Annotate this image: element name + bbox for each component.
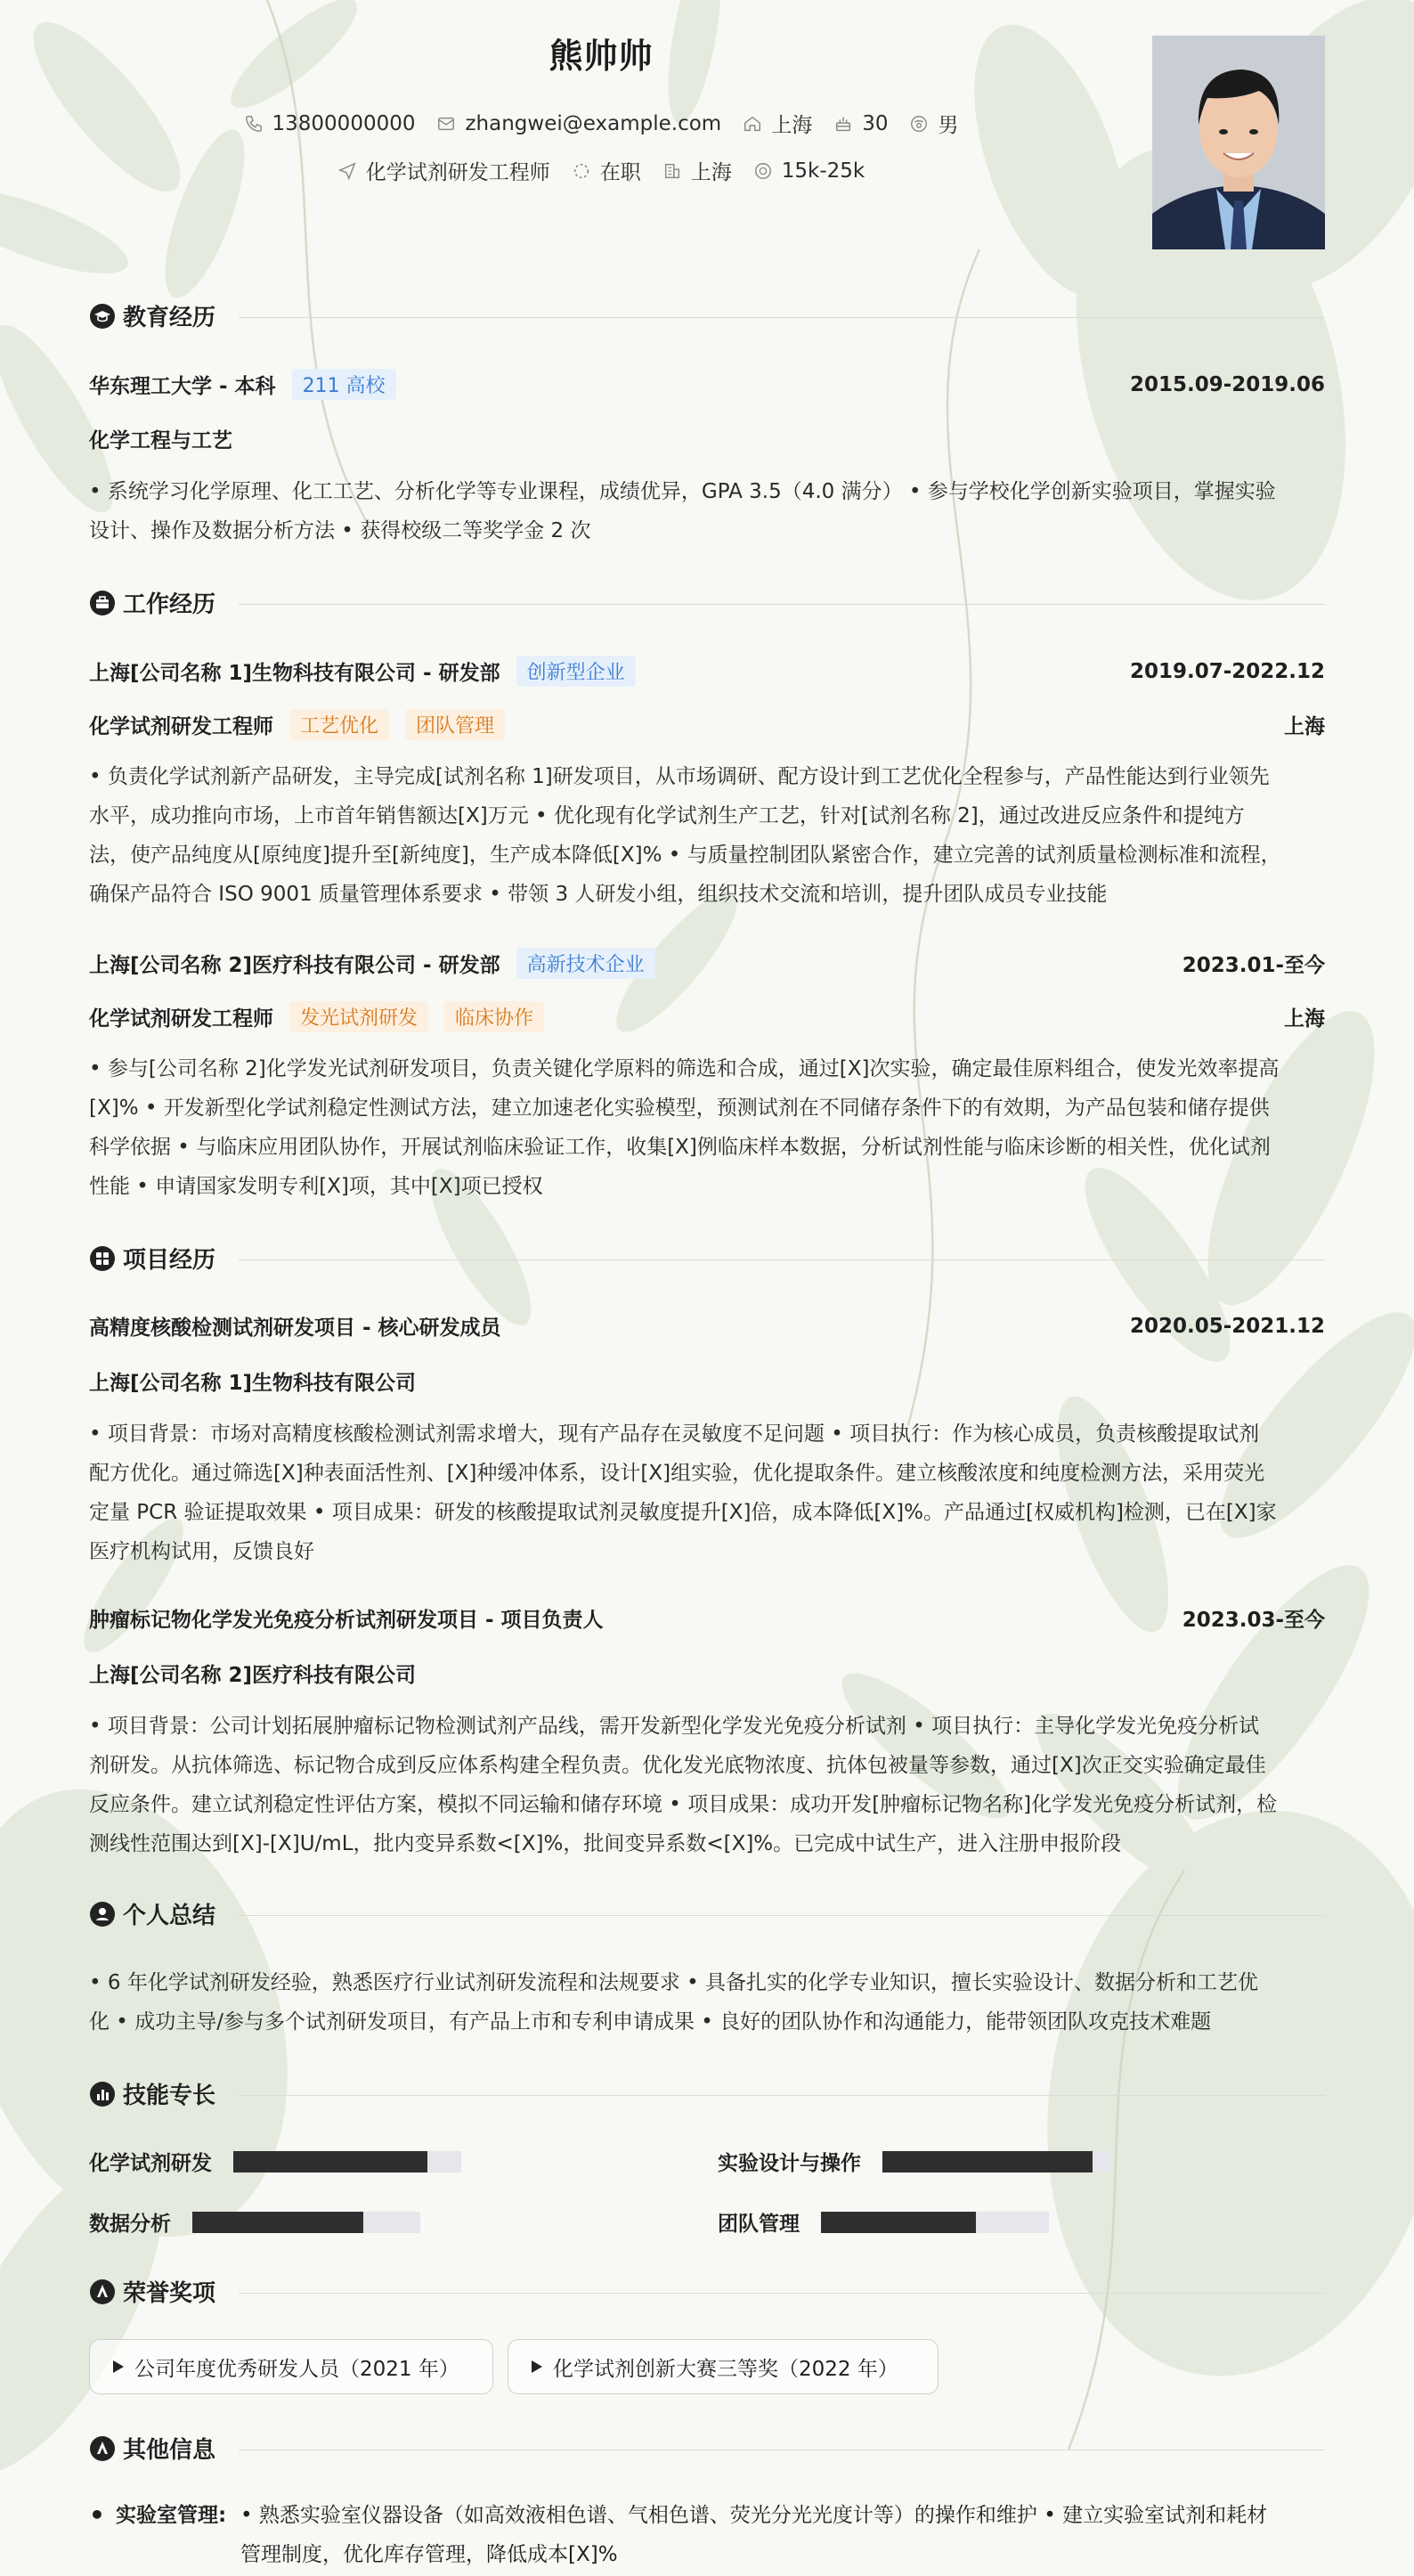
home-icon (743, 114, 762, 134)
skill-3-name: 数据分析 (89, 2213, 171, 2236)
section-honors-title: 荣誉奖项 (123, 2280, 216, 2307)
contact-row (0, 109, 1202, 138)
location-item (743, 109, 812, 138)
work-2-role-row (89, 1001, 1325, 1032)
work-1-tag-2: 团队管理 (405, 709, 505, 740)
section-honors (89, 2275, 215, 2308)
age-item (833, 112, 888, 135)
school-tag: 211 高校 (292, 369, 396, 400)
email-item (436, 112, 721, 135)
skill-1-name: 化学试剂研发 (89, 2152, 212, 2175)
school-name: 华东理工大学 - 本科 (89, 375, 276, 398)
education-header (89, 369, 1325, 400)
work-2-header (89, 948, 1325, 979)
work-2-role: 化学试剂研发工程师 (89, 1007, 273, 1031)
triangle-right-icon (113, 2360, 124, 2373)
section-divider (239, 1915, 1325, 1916)
location-text: 上海 (771, 114, 813, 137)
skill-4-bar (821, 2212, 1049, 2233)
paper-plane-icon (337, 161, 357, 181)
honor-1 (89, 2339, 493, 2394)
position-item (337, 156, 550, 185)
gender-text: 男 (938, 114, 959, 137)
phone-text: 13800000000 (272, 111, 416, 135)
section-other-title: 其他信息 (123, 2437, 216, 2464)
city-text: 上海 (690, 161, 732, 184)
gender-item (909, 109, 958, 138)
skill-4 (718, 2207, 1049, 2237)
skill-3-bar (192, 2212, 420, 2233)
work-1-city: 上海 (1284, 715, 1325, 738)
project-2-company-row (89, 1659, 1325, 1688)
project-2-company: 上海[公司名称 2]医疗科技有限公司 (89, 1664, 417, 1687)
section-skills-title: 技能专长 (123, 2083, 216, 2109)
status-text: 在职 (599, 161, 641, 184)
work-2-company-tag: 高新技术企业 (516, 948, 655, 979)
project-2-header (89, 1603, 1325, 1633)
major-name: 化学工程与工艺 (89, 429, 232, 452)
skill-1-bar (233, 2151, 461, 2172)
coin-icon (753, 161, 773, 181)
education-description: • 系统学习化学原理、化工工艺、分析化学等专业课程，成绩优异，GPA 3.5（4.0 满分） • 参与学校化学创新实验项目，掌握实验 设计、操作及数据分析方法 • 获得校级二等奖学金 2 次 (89, 480, 1276, 542)
honor-1-text: 公司年度优秀研发人员（2021 年） (134, 2357, 459, 2381)
avatar-portrait (1152, 36, 1325, 249)
skill-3 (89, 2207, 420, 2237)
section-summary (89, 1897, 215, 1930)
work-2-tag-2: 临床协作 (444, 1001, 544, 1032)
grid-icon (89, 1245, 116, 1272)
work-1-company: 上海[公司名称 1]生物科技有限公司 - 研发部 (89, 662, 500, 685)
section-summary-title: 个人总结 (123, 1903, 216, 1929)
briefcase-icon (89, 590, 116, 616)
project-1-company-row (89, 1366, 1325, 1396)
work-2-date: 2023.01-至今 (1182, 954, 1325, 977)
email-text: zhangwei@example.com (465, 111, 722, 135)
skill-4-bar-fill (821, 2212, 976, 2233)
skill-2-bar (882, 2151, 1110, 2172)
section-divider (239, 317, 1325, 318)
award-icon (89, 2278, 116, 2305)
status-item (572, 156, 641, 185)
work-1-header (89, 656, 1325, 687)
age-text: 30 (862, 111, 889, 135)
project-2-date: 2023.03-至今 (1182, 1609, 1325, 1632)
project-1-title: 高精度核酸检测试剂研发项目 - 核心研发成员 (89, 1317, 501, 1340)
skill-2-bar-fill (882, 2151, 1093, 2172)
bullet-icon: • (89, 2500, 105, 2530)
work-1-role-row (89, 709, 1325, 740)
work-1-date: 2019.07-2022.12 (1129, 659, 1325, 683)
work-1-company-tag: 创新型企业 (516, 656, 636, 687)
project-2-title: 肿瘤标记物化学发光免疫分析试剂研发项目 - 项目负责人 (89, 1609, 604, 1632)
section-divider (239, 604, 1325, 605)
bar-chart-icon (89, 2081, 116, 2107)
skill-1-bar-fill (233, 2151, 427, 2172)
section-work (89, 586, 215, 619)
other-key: 实验室管理: (116, 2504, 227, 2527)
profile-photo (1152, 36, 1325, 249)
building-icon (662, 161, 682, 181)
section-divider (239, 2293, 1325, 2294)
honor-2-text: 化学试剂创新大赛三等奖（2022 年） (553, 2357, 898, 2381)
section-projects (89, 1242, 215, 1275)
other-value: • 熟悉实验室仪器设备（如高效液相色谱、气相色谱、荧光分光光度计等）的操作和维护 • 建立实验室试剂和耗材 管理制度，优化库存管理，降低成本[X]% (240, 2504, 1268, 2566)
section-education-title: 教育经历 (123, 305, 216, 331)
work-2-description: • 参与[公司名称 2]化学发光试剂研发项目，负责关键化学原料的筛选和合成，通过[X]次实验，确定最佳原料组合，使发光效率提高 [X]% • 开发新型化学试剂稳定性测试方法，建立加速老化实验模型，预测试剂在不同储存条件下的有效期，为产品包装和储存提供 科学依据 • 与临床应用团队协作，开展试剂临床验证工作，收集[X]例临床样本数据，分析试剂性能与临床诊断的相关性，优化试剂 性能 • 申请国家发明专利[X]项，其中[X]项已授权 (89, 1057, 1280, 1198)
position-text: 化学试剂研发工程师 (365, 161, 550, 184)
work-2-tag-1: 发光试剂研发 (289, 1001, 428, 1032)
user-circle-icon (909, 114, 929, 134)
work-2-city: 上海 (1284, 1007, 1325, 1031)
education-major-row (89, 424, 1325, 453)
triangle-right-icon (532, 2360, 542, 2373)
section-divider (239, 1259, 1325, 1260)
city-item (662, 156, 732, 185)
skill-2 (718, 2147, 1110, 2176)
work-1-role: 化学试剂研发工程师 (89, 715, 273, 738)
phone-icon (244, 114, 264, 134)
mail-icon (436, 114, 456, 134)
skill-4-name: 团队管理 (718, 2213, 800, 2236)
project-2-description: • 项目背景：公司计划拓展肿瘤标记物检测试剂产品线，需开发新型化学发光免疫分析试剂 • 项目执行：主导化学发光免疫分析试 剂研发。从抗体筛选、标记物合成到反应体系构建全程负责。优化发光底物浓度、抗体包被量等参数，通过[X]次正交实验确定最佳 反应条件。建立试剂稳定性评估方案，模拟不同运输和储存环境 • 项目成果：成功开发[肿瘤标记物名称]化学发光免疫分析试剂，检 测线性范围达到[X]-[X]U/mL，批内变异系数<[X]%，批间变异系数<[X]%。已完成中试生产，进入注册申报阶段 (89, 1715, 1278, 1855)
work-1-tag-1: 工艺优化 (289, 709, 389, 740)
candidate-name: 熊帅帅 (549, 37, 654, 76)
salary-text: 15k-25k (781, 159, 865, 183)
section-divider (239, 2095, 1325, 2096)
skill-3-bar-fill (192, 2212, 363, 2233)
job-intent-row (0, 156, 1202, 185)
graduation-cap-icon (89, 303, 116, 330)
other-lab-management (89, 2496, 1325, 2574)
loading-icon (572, 161, 591, 181)
section-skills (89, 2077, 215, 2110)
honor-2 (508, 2339, 939, 2394)
section-work-title: 工作经历 (123, 591, 216, 618)
phone-item (244, 112, 416, 135)
award-icon (89, 2435, 116, 2462)
work-1-description: • 负责化学试剂新产品研发，主导完成[试剂名称 1]研发项目，从市场调研、配方设计到工艺优化全程参与，产品性能达到行业领先 水平，成功推向市场，上市首年销售额达[X]万元 • 优化现有化学试剂生产工艺，针对[试剂名称 2]，通过改进反应条件和提纯方 法，使产品纯度从[原纯度]提升至[新纯度]，生产成本降低[X]% • 与质量控制团队紧密合作，建立完善的试剂质量检测标准和流程， 确保产品符合 ISO 9001 质量管理体系要求 • 带领 3 人研发小组，组织技术交流和培训，提升团队成员专业技能 (89, 765, 1281, 906)
summary-description: • 6 年化学试剂研发经验，熟悉医疗行业试剂研发流程和法规要求 • 具备扎实的化学专业知识，擅长实验设计、数据分析和工艺优 化 • 成功主导/参与多个试剂研发项目，有产品上市和专利申请成果 • 良好的团队协作和沟通能力，能带领团队攻克技术难题 (89, 1971, 1259, 2034)
skill-2-name: 实验设计与操作 (718, 2152, 861, 2175)
salary-item (753, 159, 865, 183)
cake-icon (833, 114, 853, 134)
education-date: 2015.09-2019.06 (1129, 372, 1325, 396)
section-other (89, 2432, 215, 2465)
skill-1 (89, 2147, 461, 2176)
project-1-header (89, 1311, 1325, 1341)
project-1-company: 上海[公司名称 1]生物科技有限公司 (89, 1372, 417, 1395)
section-education (89, 299, 215, 332)
user-icon (89, 1901, 116, 1928)
section-projects-title: 项目经历 (123, 1247, 216, 1274)
project-1-date: 2020.05-2021.12 (1129, 1314, 1325, 1338)
work-2-company: 上海[公司名称 2]医疗科技有限公司 - 研发部 (89, 954, 500, 977)
project-1-description: • 项目背景：市场对高精度核酸检测试剂需求增大，现有产品存在灵敏度不足问题 • 项目执行：作为核心成员，负责核酸提取试剂 配方优化。通过筛选[X]种表面活性剂、[X]种缓冲体系，设计[X]组实验，优化提取条件。建立核酸浓度和纯度检测方法，采用荧光 定量 PCR 验证提取效果 • 项目成果：研发的核酸提取试剂灵敏度提升[X]倍，成本降低[X]%。产品通过[权威机构]检测，已在[X]家 医疗机构试用，反馈良好 (89, 1423, 1277, 1563)
